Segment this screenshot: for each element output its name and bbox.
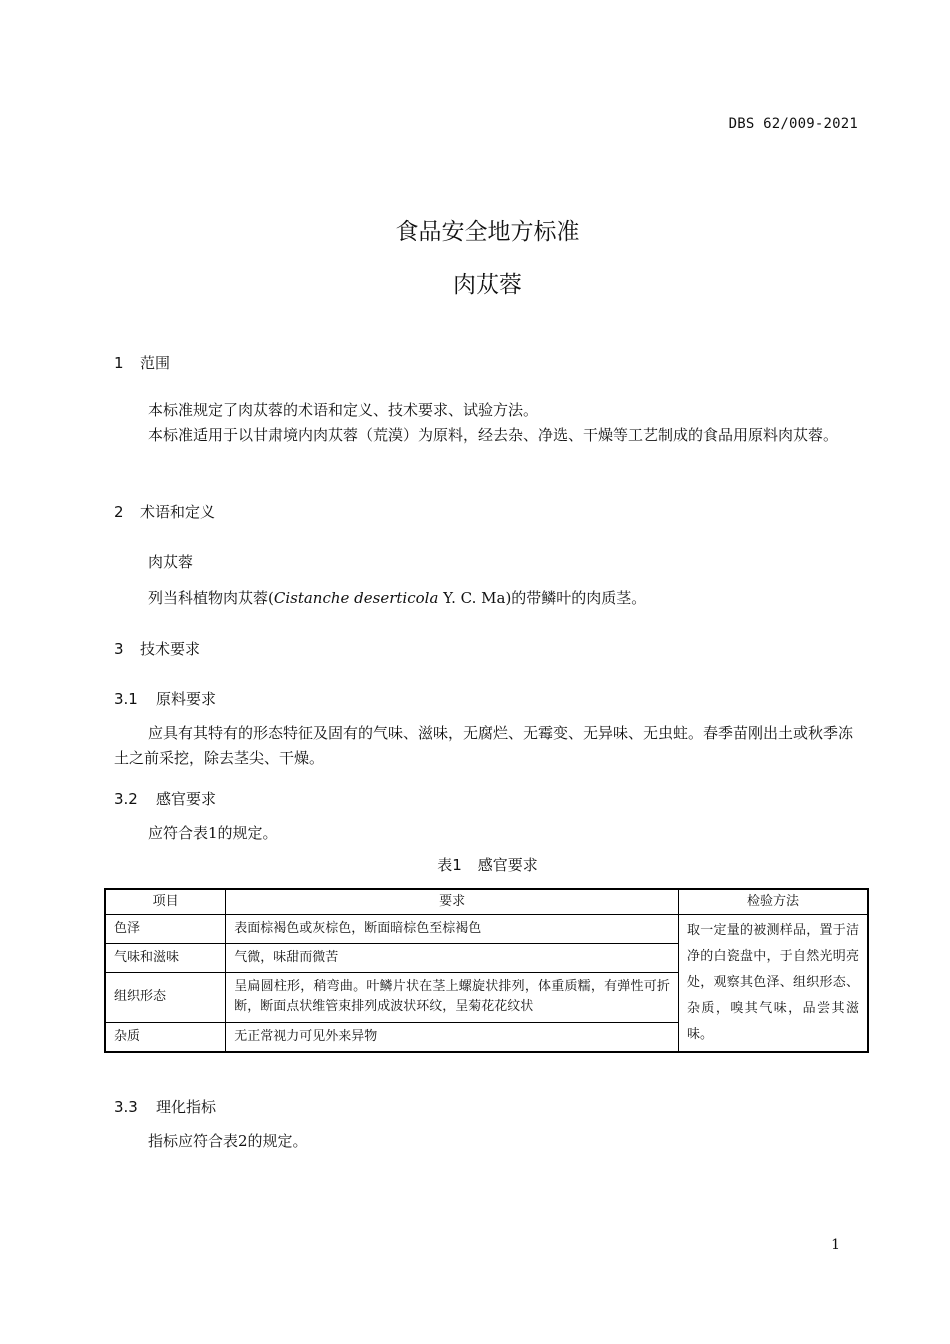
document-title: 食品安全地方标准 bbox=[395, 219, 580, 245]
section-2-heading bbox=[114, 501, 215, 522]
inspection-method: 取一定量的被测样品，置于洁净的白瓷盘中，于自然光明亮处，观察其色泽、组织形态、杂质，嗅其气味，品尝其滋味。 bbox=[678, 915, 868, 1053]
table-caption-title: 感官要求 bbox=[477, 856, 538, 874]
section-1-paragraph-1: 本标准规定了肉苁蓉的术语和定义、技术要求、试验方法。 bbox=[148, 401, 539, 419]
row-item: 气味和滋味 bbox=[105, 943, 226, 972]
section-1-heading bbox=[114, 352, 170, 373]
section-3-2-heading bbox=[114, 788, 216, 809]
section-title: 范围 bbox=[140, 354, 171, 372]
definition-text-after: Y. C. Ma)的带鳞叶的肉质茎。 bbox=[438, 589, 647, 607]
table-header-row bbox=[105, 889, 868, 915]
section-title: 术语和定义 bbox=[140, 503, 216, 521]
section-title: 技术要求 bbox=[140, 640, 201, 658]
table-1-caption bbox=[0, 854, 950, 875]
row-requirement: 呈扁圆柱形，稍弯曲。叶鳞片状在茎上螺旋状排列，体重质糯，有弹性可折断，断面点状维管束排列成波状环纹，呈菊花花纹状 bbox=[226, 972, 679, 1022]
document-subtitle: 肉苁蓉 bbox=[453, 272, 522, 298]
table-row bbox=[105, 915, 868, 944]
row-requirement: 气微，味甜而微苦 bbox=[226, 943, 679, 972]
definition-text-before: 列当科植物肉苁蓉( bbox=[148, 589, 274, 607]
section-1-paragraph-2: 本标准适用于以甘肃境内肉苁蓉（荒漠）为原料，经去杂、净选、干燥等工艺制成的食品用原料肉苁蓉。 bbox=[148, 426, 839, 444]
latin-name: Cistanche deserticola bbox=[273, 589, 439, 607]
section-number: 3.2 bbox=[114, 790, 138, 808]
section-number: 3 bbox=[114, 640, 124, 658]
section-number: 3.3 bbox=[114, 1098, 138, 1116]
section-number: 2 bbox=[114, 503, 124, 521]
header-item: 项目 bbox=[105, 889, 226, 915]
term-definition bbox=[114, 586, 860, 611]
term-heading: 肉苁蓉 bbox=[148, 553, 194, 571]
page-number: 1 bbox=[831, 1237, 840, 1253]
table-caption-number: 表1 bbox=[437, 856, 462, 874]
section-3-1-heading bbox=[114, 688, 216, 709]
row-requirement: 无正常视力可见外来异物 bbox=[226, 1023, 679, 1052]
row-item: 杂质 bbox=[105, 1023, 226, 1052]
section-3-3-heading bbox=[114, 1096, 216, 1117]
section-title: 感官要求 bbox=[156, 790, 217, 808]
sensory-requirements-table bbox=[104, 888, 869, 1053]
section-3-3-paragraph: 指标应符合表2的规定。 bbox=[148, 1132, 308, 1150]
header-requirement: 要求 bbox=[226, 889, 679, 915]
section-title: 原料要求 bbox=[156, 690, 217, 708]
row-requirement: 表面棕褐色或灰棕色，断面暗棕色至棕褐色 bbox=[226, 915, 679, 944]
section-number: 1 bbox=[114, 354, 124, 372]
section-3-heading bbox=[114, 638, 200, 659]
section-title: 理化指标 bbox=[156, 1098, 217, 1116]
header-method: 检验方法 bbox=[678, 889, 868, 915]
section-3-2-paragraph: 应符合表1的规定。 bbox=[148, 824, 278, 842]
row-item: 组织形态 bbox=[105, 972, 226, 1022]
section-3-1-paragraph: 应具有其特有的形态特征及固有的气味、滋味，无腐烂、无霉变、无异味、无虫蛀。春季苗刚出土或秋季冻土之前采挖，除去茎尖、干燥。 bbox=[114, 724, 854, 767]
row-item: 色泽 bbox=[105, 915, 226, 944]
standard-code: DBS 62/009-2021 bbox=[728, 116, 858, 132]
section-number: 3.1 bbox=[114, 690, 138, 708]
